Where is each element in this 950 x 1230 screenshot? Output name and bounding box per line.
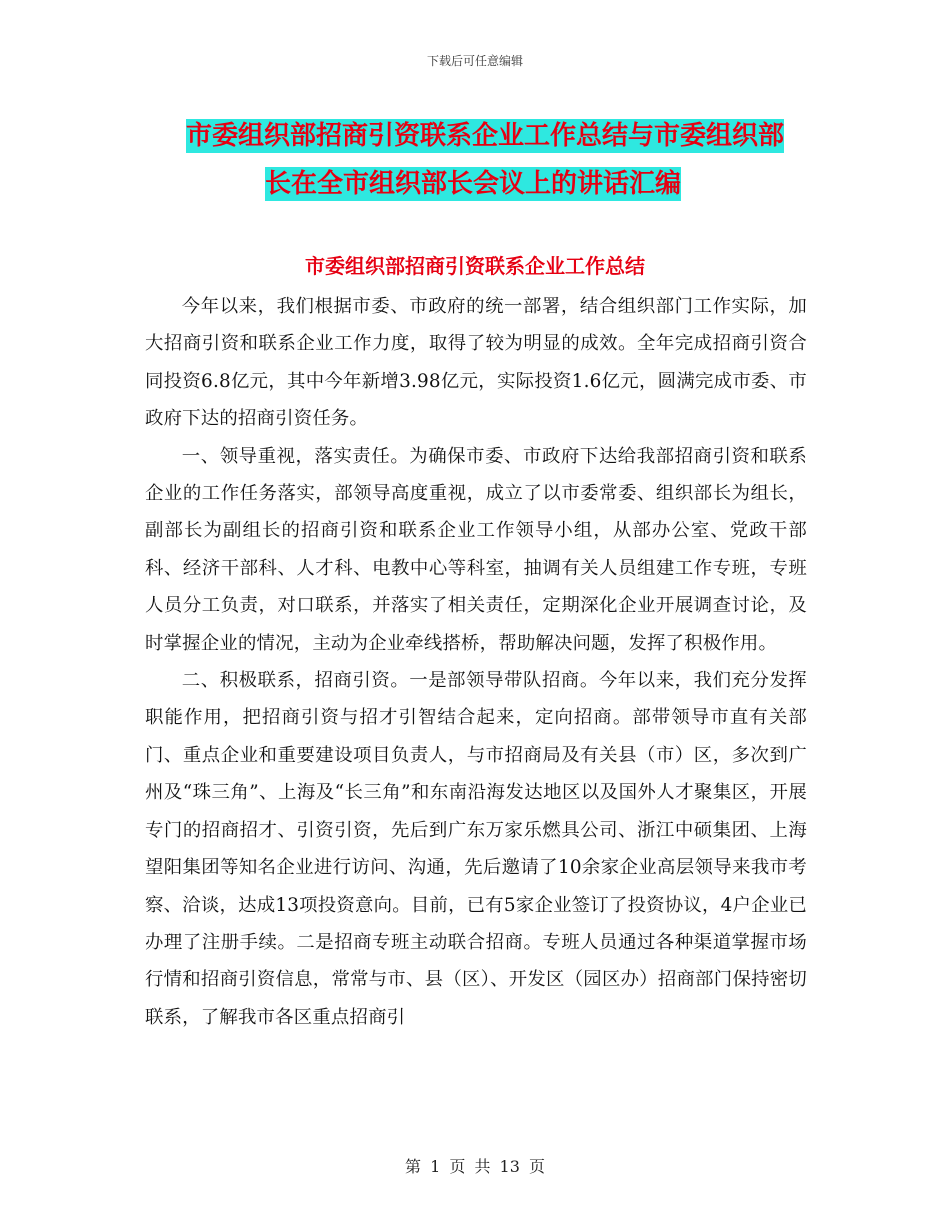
- paragraph-intro: 今年以来，我们根据市委、市政府的统一部署，结合组织部门工作实际，加大招商引资和联系企业工作力度，取得了较为明显的成效。全年完成招商引资合同投资6.8亿元，其中今年新增3.98亿元，实际投资1.6亿元，圆满完成市委、市政府下达的招商引资任务。: [145, 296, 807, 430]
- body-text: [145, 288, 807, 1036]
- page-header-note: 下载后可任意编辑: [426, 54, 523, 68]
- paragraph-leadership: 一、领导重视，落实责任。为确保市委、市政府下达给我部招商引资和联系企业的工作任务落实，部领导高度重视，成立了以市委常委、组织部长为组长，副部长为副组长的招商引资和联系企业工作领导小组，从部办公室、党政干部科、经济干部科、人才科、电教中心等科室，抽调有关人员组建工作专班，专班人员分工负责，对口联系，并落实了相关责任，定期深化企业开展调查讨论，及时掌握企业的情况，主动为企业牵线搭桥，帮助解决问题，发挥了积极作用。: [145, 445, 807, 654]
- page-number: 第 1 页 共 13 页: [405, 1157, 545, 1176]
- section-title: 市委组织部招商引资联系企业工作总结: [305, 254, 645, 278]
- title-line-1: 市委组织部招商引资联系企业工作总结与市委组织部: [186, 121, 785, 151]
- paragraph-investment: 二、积极联系，招商引资。一是部领导带队招商。今年以来，我们充分发挥职能作用，把招商引资与招才引智结合起来，定向招商。部带领导市直有关部门、重点企业和重要建设项目负责人，与市招商局及有关县（市）区，多次到广州及“珠三角”、上海及“长三角”和东南沿海发达地区以及国外人才聚集区，开展专门的招商招才、引资引资，先后到广东万家乐燃具公司、浙江中硕集团、上海望阳集团等知名企业进行访问、沟通，先后邀请了10余家企业高层领导来我市考察、洽谈，达成13项投资意向。目前，已有5家企业签订了投资协议，4户企业已办理了注册手续。二是招商专班主动联合招商。专班人员通过各种渠道掌握市场行情和招商引资信息，常常与市、县（区）、开发区（园区办）招商部门保持密切联系，了解我市各区重点招商引: [145, 670, 807, 1028]
- title-line-2: 长在全市组织部长会议上的讲话汇编: [265, 169, 682, 199]
- document-title: [0, 112, 950, 208]
